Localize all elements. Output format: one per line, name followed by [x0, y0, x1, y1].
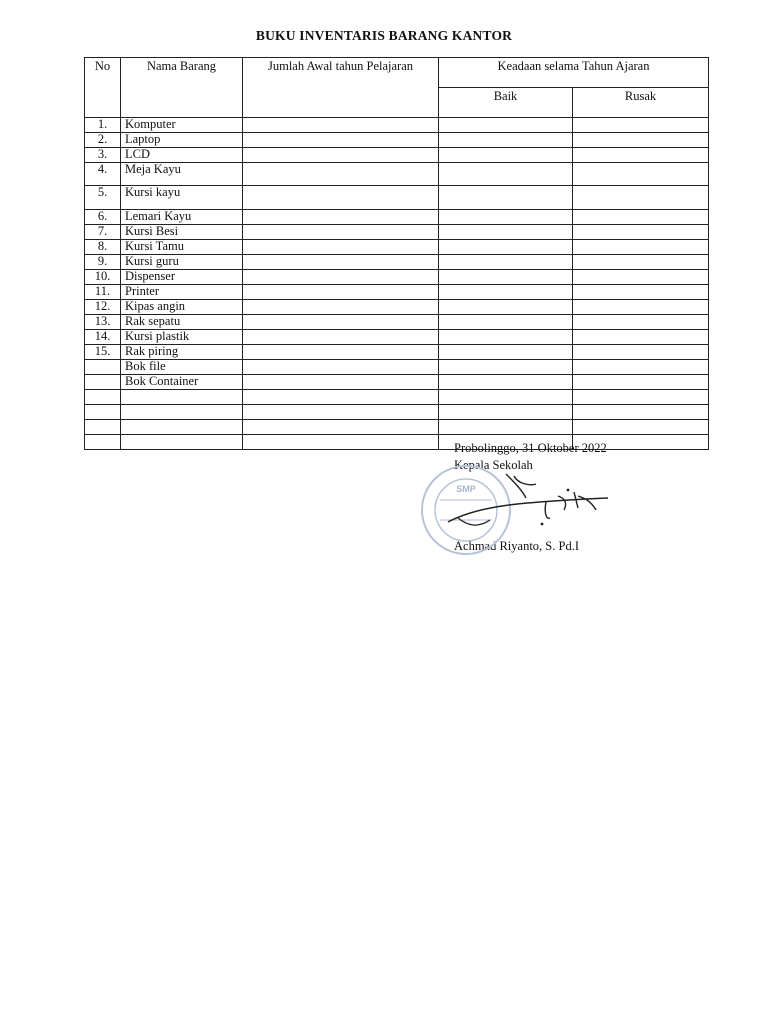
row-number-cell: 1. — [85, 118, 121, 133]
good-count-cell — [439, 270, 573, 285]
row-number-cell: 11. — [85, 285, 121, 300]
table-row — [85, 315, 709, 330]
good-count-cell — [439, 285, 573, 300]
initial-count-cell — [243, 285, 439, 300]
header-good: Baik — [439, 88, 573, 118]
row-number-cell: 7. — [85, 225, 121, 240]
item-name-cell: Bok Container — [121, 375, 243, 390]
initial-count-cell — [243, 240, 439, 255]
table-row — [85, 255, 709, 270]
table-row — [85, 390, 709, 405]
item-name-cell: Kursi guru — [121, 255, 243, 270]
row-number-cell: 2. — [85, 133, 121, 148]
row-number-cell: 4. — [85, 163, 121, 186]
initial-count-cell — [243, 225, 439, 240]
initial-count-cell — [243, 390, 439, 405]
table-row — [85, 163, 709, 186]
row-number-cell: 14. — [85, 330, 121, 345]
item-name-cell: Kursi plastik — [121, 330, 243, 345]
initial-count-cell — [243, 270, 439, 285]
damaged-count-cell — [573, 375, 709, 390]
table-row — [85, 148, 709, 163]
header-condition: Keadaan selama Tahun Ajaran — [439, 58, 709, 88]
row-number-cell: 5. — [85, 186, 121, 210]
initial-count-cell — [243, 345, 439, 360]
school-stamp-icon — [418, 462, 618, 562]
row-number-cell: 15. — [85, 345, 121, 360]
table-row — [85, 375, 709, 390]
stamp-and-signature — [418, 462, 618, 562]
initial-count-cell — [243, 315, 439, 330]
damaged-count-cell — [573, 240, 709, 255]
damaged-count-cell — [573, 405, 709, 420]
good-count-cell — [439, 186, 573, 210]
good-count-cell — [439, 390, 573, 405]
stamp-text: SMP — [456, 484, 476, 494]
item-name-cell: Lemari Kayu — [121, 210, 243, 225]
item-name-cell: Rak piring — [121, 345, 243, 360]
good-count-cell — [439, 405, 573, 420]
damaged-count-cell — [573, 315, 709, 330]
initial-count-cell — [243, 375, 439, 390]
item-name-cell: Kursi Tamu — [121, 240, 243, 255]
good-count-cell — [439, 225, 573, 240]
item-name-cell — [121, 390, 243, 405]
damaged-count-cell — [573, 285, 709, 300]
header-name: Nama Barang — [121, 58, 243, 118]
initial-count-cell — [243, 210, 439, 225]
document-title: BUKU INVENTARIS BARANG KANTOR — [255, 28, 513, 43]
damaged-count-cell — [573, 255, 709, 270]
good-count-cell — [439, 240, 573, 255]
initial-count-cell — [243, 148, 439, 163]
row-number-cell — [85, 405, 121, 420]
damaged-count-cell — [573, 300, 709, 315]
table-row — [85, 270, 709, 285]
signature-name: Achmad Riyanto, S. Pd.I — [454, 539, 579, 553]
initial-count-cell — [243, 163, 439, 186]
table-row — [85, 300, 709, 315]
damaged-count-cell — [573, 225, 709, 240]
item-name-cell — [121, 435, 243, 450]
good-count-cell — [439, 345, 573, 360]
table-row — [85, 345, 709, 360]
row-number-cell — [85, 390, 121, 405]
row-number-cell — [85, 435, 121, 450]
initial-count-cell — [243, 255, 439, 270]
damaged-count-cell — [573, 390, 709, 405]
initial-count-cell — [243, 133, 439, 148]
table-row — [85, 118, 709, 133]
table-row — [85, 360, 709, 375]
row-number-cell: 6. — [85, 210, 121, 225]
header-damaged: Rusak — [573, 88, 709, 118]
row-number-cell — [85, 360, 121, 375]
damaged-count-cell — [573, 420, 709, 435]
item-name-cell: Komputer — [121, 118, 243, 133]
table-row — [85, 240, 709, 255]
damaged-count-cell — [573, 186, 709, 210]
signature-role: Kepala Sekolah — [454, 458, 533, 472]
initial-count-cell — [243, 435, 439, 450]
row-number-cell: 3. — [85, 148, 121, 163]
good-count-cell — [439, 375, 573, 390]
good-count-cell — [439, 163, 573, 186]
table-row — [85, 225, 709, 240]
header-no: No — [85, 58, 121, 118]
good-count-cell — [439, 315, 573, 330]
table-row — [85, 186, 709, 210]
damaged-count-cell — [573, 210, 709, 225]
initial-count-cell — [243, 300, 439, 315]
item-name-cell: Kursi Besi — [121, 225, 243, 240]
initial-count-cell — [243, 186, 439, 210]
good-count-cell — [439, 118, 573, 133]
damaged-count-cell — [573, 360, 709, 375]
good-count-cell — [439, 330, 573, 345]
good-count-cell — [439, 210, 573, 225]
item-name-cell: Meja Kayu — [121, 163, 243, 186]
item-name-cell: Laptop — [121, 133, 243, 148]
item-name-cell: Kursi kayu — [121, 186, 243, 210]
table-row — [85, 420, 709, 435]
table-row — [85, 210, 709, 225]
initial-count-cell — [243, 360, 439, 375]
table-row — [85, 133, 709, 148]
table-row — [85, 405, 709, 420]
row-number-cell — [85, 420, 121, 435]
table-row — [85, 330, 709, 345]
item-name-cell: Printer — [121, 285, 243, 300]
damaged-count-cell — [573, 148, 709, 163]
item-name-cell: Kipas angin — [121, 300, 243, 315]
row-number-cell: 8. — [85, 240, 121, 255]
inventory-body — [85, 118, 709, 450]
good-count-cell — [439, 420, 573, 435]
item-name-cell — [121, 420, 243, 435]
damaged-count-cell — [573, 345, 709, 360]
initial-count-cell — [243, 118, 439, 133]
item-name-cell — [121, 405, 243, 420]
damaged-count-cell — [573, 163, 709, 186]
item-name-cell: Rak sepatu — [121, 315, 243, 330]
good-count-cell — [439, 133, 573, 148]
damaged-count-cell — [573, 330, 709, 345]
table-row — [85, 435, 709, 450]
good-count-cell — [439, 255, 573, 270]
row-number-cell: 10. — [85, 270, 121, 285]
good-count-cell — [439, 300, 573, 315]
damaged-count-cell — [573, 133, 709, 148]
row-number-cell: 12. — [85, 300, 121, 315]
signature-place-date: Probolinggo, 31 Oktober 2022 — [454, 441, 607, 455]
initial-count-cell — [243, 330, 439, 345]
table-row — [85, 285, 709, 300]
item-name-cell: Dispenser — [121, 270, 243, 285]
header-initial-count: Jumlah Awal tahun Pelajaran — [243, 58, 439, 118]
item-name-cell: Bok file — [121, 360, 243, 375]
row-number-cell — [85, 375, 121, 390]
item-name-cell: LCD — [121, 148, 243, 163]
initial-count-cell — [243, 405, 439, 420]
initial-count-cell — [243, 420, 439, 435]
damaged-count-cell — [573, 270, 709, 285]
good-count-cell — [439, 360, 573, 375]
row-number-cell: 13. — [85, 315, 121, 330]
good-count-cell — [439, 148, 573, 163]
inventory-table — [84, 57, 709, 450]
row-number-cell: 9. — [85, 255, 121, 270]
damaged-count-cell — [573, 118, 709, 133]
